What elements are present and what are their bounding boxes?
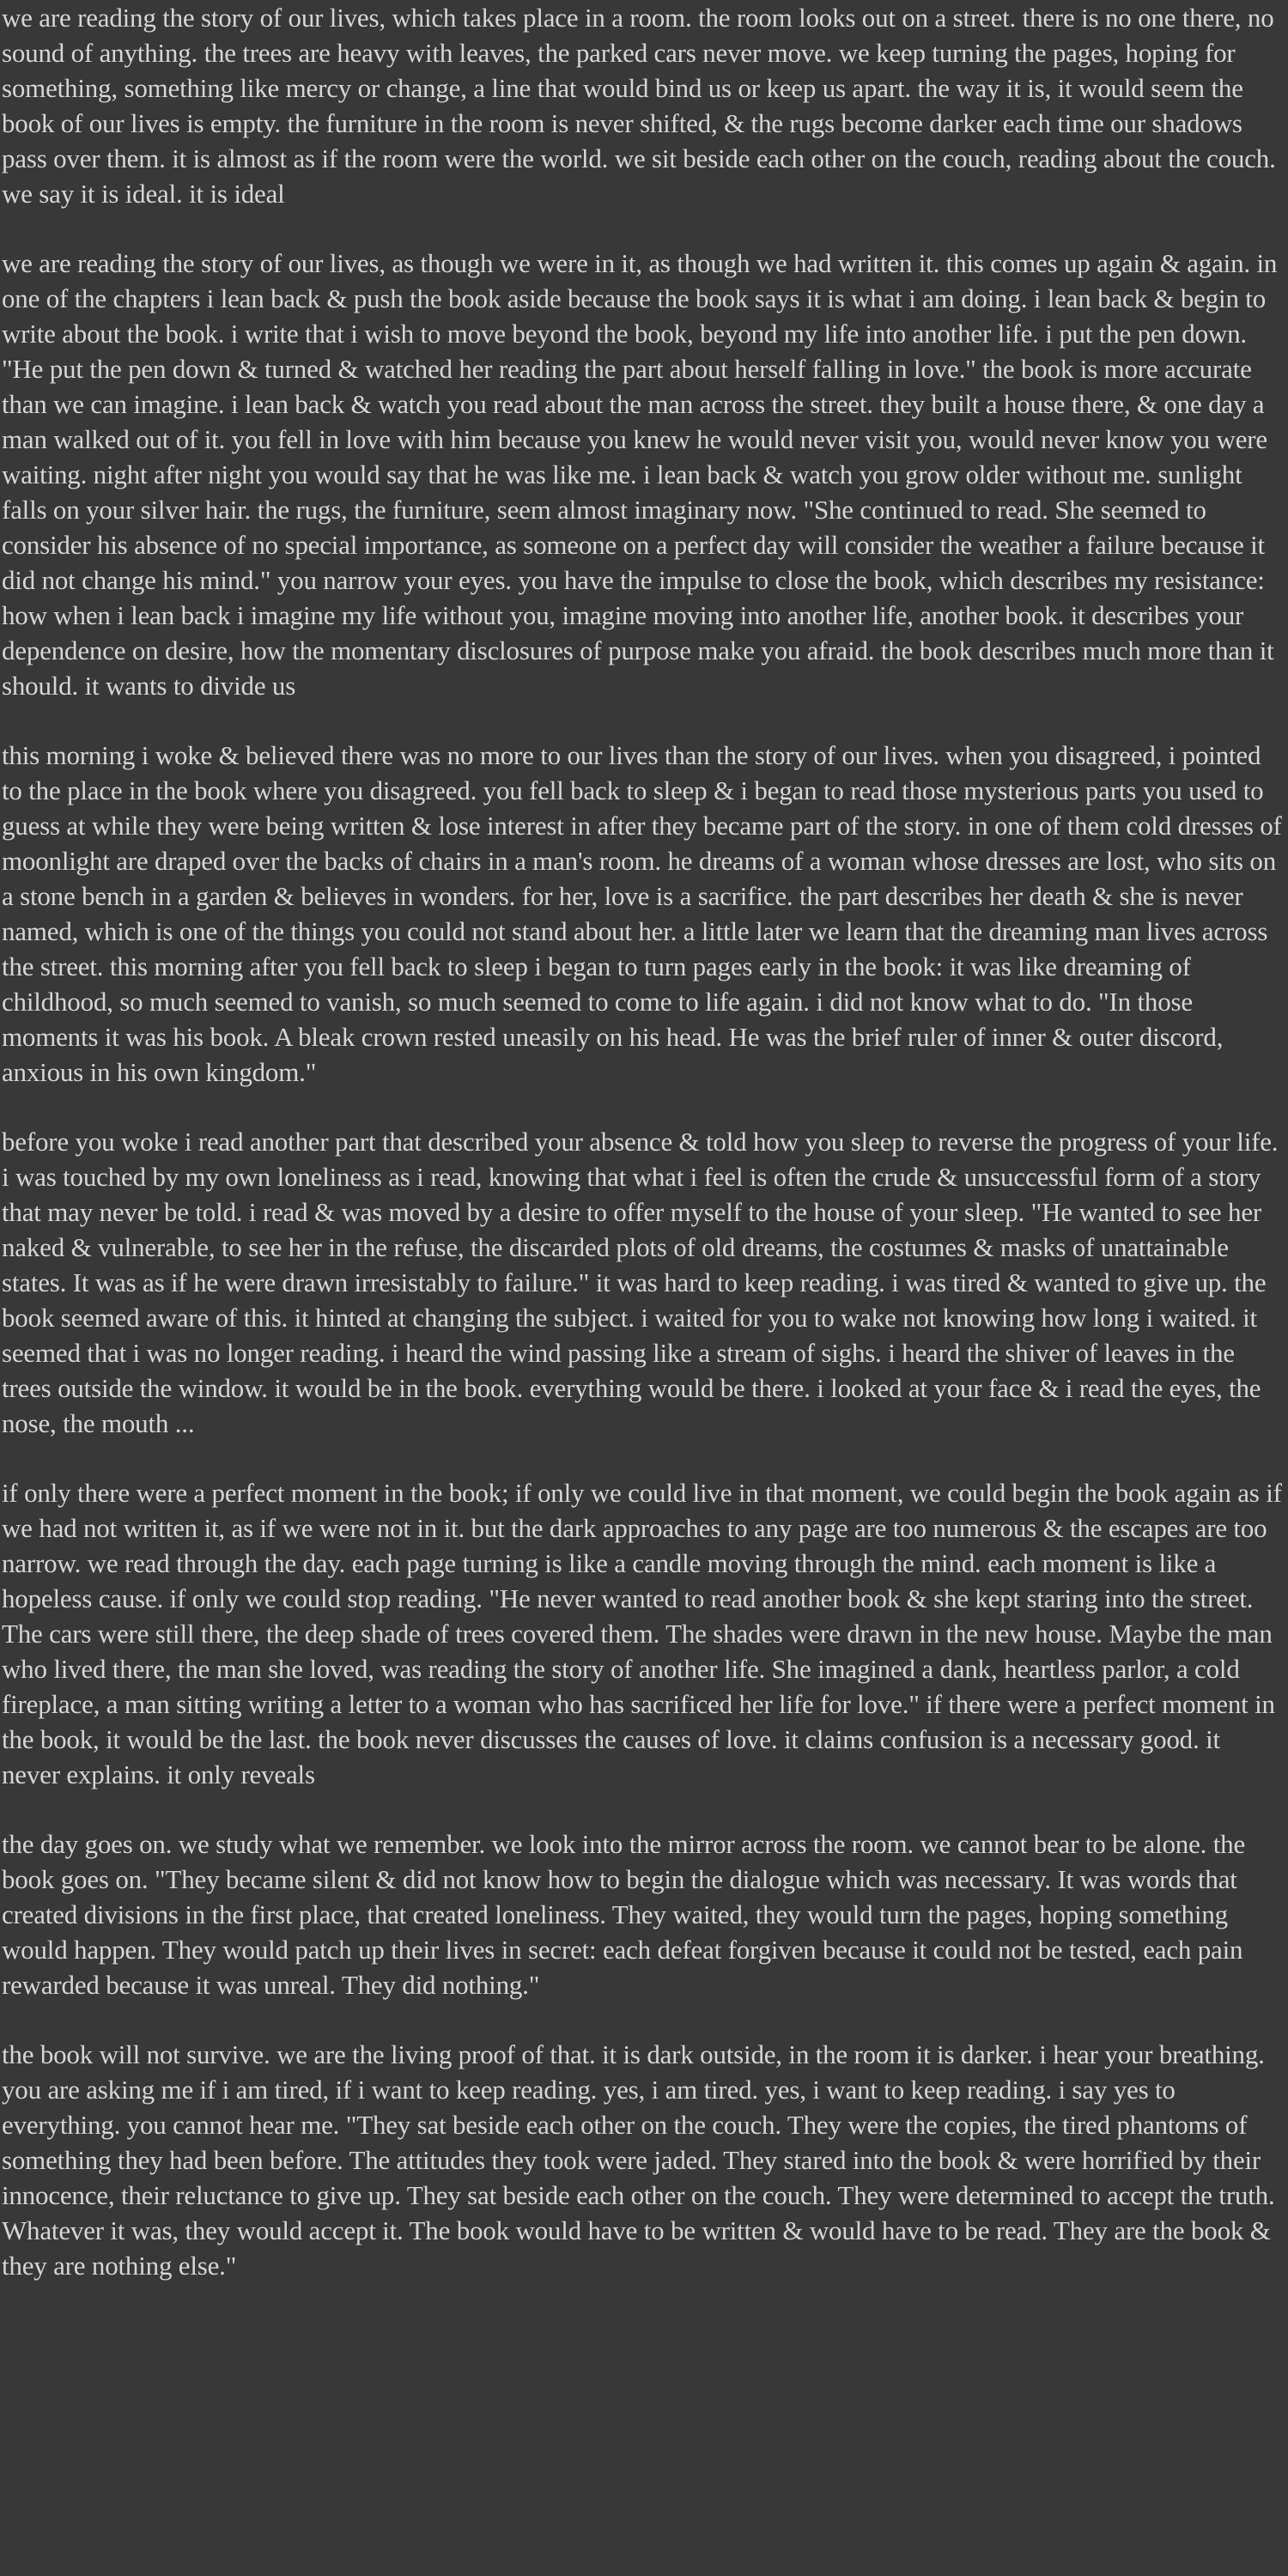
paragraph: we are reading the story of our lives, as though we were in it, as though we had written it. this comes up again & again. in one of the chapters i lean back & push the book aside because the book says it is what i am doing. i lean back & begin to write about the book. i write that i wish to move beyond the book, beyond my life into another life. i put the pen down. "He put the pen down & turned & watched her reading the part about herself falling in love." the book is more accurate than we can imagine. i lean back & watch you read about the man across the street. they built a house there, & one day a man walked out of it. you fell in love with him because you knew he would never visit you, would never know you were waiting. night after night you would say that he was like me. i lean back & watch you grow older without me. sunlight falls on your silver hair. the rugs, the furniture, seem almost imaginary now. "She continued to read. She seemed to consider his absence of no special importance, as someone on a perfect day will consider the weather a failure because it did not change his mind." you narrow your eyes. you have the impulse to close the book, which describes my resistance: how when i lean back i imagine my life without you, imagine moving into another life, another book. it describes your dependence on desire, how the momentary disclosures of purpose make you afraid. the book describes much more than it should. it wants to divide us xyxy=(2,248,1278,701)
paragraph: this morning i woke & believed there was no more to our lives than the story of our lives. when you disagreed, i pointed to the place in the book where you disagreed. you fell back to sleep & i began to read those mysterious parts you used to guess at while they were being written & lose interest in after they became part of the story. in one of them cold dresses of moonlight are draped over the backs of chairs in a man's room. he dreams of a woman whose dresses are lost, who sits on a stone bench in a garden & believes in wonders. for her, love is a sacrifice. the part describes her death & she is never named, which is one of the things you could not stand about her. a little later we learn that the dreaming man lives across the street. this morning after you fell back to sleep i began to turn pages early in the book: it was like dreaming of childhood, so much seemed to vanish, so much seemed to come to life again. i did not know what to do. "In those moments it was his book. A bleak crown rested uneasily on his head. He was the brief ruler of inner & outer discord, anxious in his own kingdom." xyxy=(2,740,1282,1087)
paragraph: if only there were a perfect moment in the book; if only we could live in that moment, we could begin the book again as if we had not written it, as if we were not in it. but the dark approaches to any page are too numerous & the escapes are too narrow. we read through the day. each page turning is like a candle moving through the mind. each moment is like a hopeless cause. if only we could stop reading. "He never wanted to read another book & she kept staring into the street. The cars were still there, the deep shade of trees covered them. The shades were drawn in the new house. Maybe the man who lived there, the man she loved, was reading the story of another life. She imagined a dank, heartless parlor, a cold fireplace, a man sitting writing a letter to a woman who has sacrificed her life for love." if there were a perfect moment in the book, it would be the last. the book never discusses the causes of love. it claims confusion is a necessary good. it never explains. it only reveals xyxy=(2,1478,1282,1789)
paragraph: we are reading the story of our lives, which takes place in a room. the room looks out on a street. there is no one there, no sound of anything. the trees are heavy with leaves, the parked cars never move. we keep turning the pages, hoping for something, something like mercy or change, a line that would bind us or keep us apart. the way it is, it would seem the book of our lives is empty. the furniture in the room is never shifted, & the rugs become darker each time our shadows pass over them. it is almost as if the room were the world. we sit beside each other on the couch, reading about the couch. we say it is ideal. it is ideal xyxy=(2,3,1276,209)
paragraph: the day goes on. we study what we remember. we look into the mirror across the room. we cannot bear to be alone. the book goes on. "They became silent & did not know how to begin the dialogue which was necessary. It was words that created divisions in the first place, that created loneliness. They waited, they would turn the pages, hoping something would happen. They would patch up their lives in secret: each defeat forgiven because it could not be tested, each pain rewarded because it was unreal. They did nothing." xyxy=(2,1829,1245,2000)
paragraph: the book will not survive. we are the living proof of that. it is dark outside, in the room it is darker. i hear your breathing. you are asking me if i am tired, if i want to keep reading. yes, i am tired. yes, i want to keep reading. i say yes to everything. you cannot hear me. "They sat beside each other on the couch. They were the copies, the tired phantoms of something they had been before. The attitudes they took were jaded. They stared into the book & were horrified by their innocence, their reluctance to give up. They sat beside each other on the couch. They were determined to accept the truth. Whatever it was, they would accept it. The book would have to be written & would have to be read. They are the book & they are nothing else." xyxy=(2,2039,1275,2281)
paragraph: before you woke i read another part that described your absence & told how you sleep to reverse the progress of your life. i was touched by my own loneliness as i read, knowing that what i feel is often the crude & unsuccessful form of a story that may never be told. i read & was moved by a desire to offer myself to the house of your sleep. "He wanted to see her naked & vulnerable, to see her in the refuse, the discarded plots of old dreams, the costumes & masks of unattainable states. It was as if he were drawn irresistably to failure." it was hard to keep reading. i was tired & wanted to give up. the book seemed aware of this. it hinted at changing the subject. i waited for you to wake not knowing how long i waited. it seemed that i was no longer reading. i heard the wind passing like a stream of sighs. i heard the shiver of leaves in the trees outside the window. it would be in the book. everything would be there. i looked at your face & i read the eyes, the nose, the mouth ... xyxy=(2,1127,1279,1438)
